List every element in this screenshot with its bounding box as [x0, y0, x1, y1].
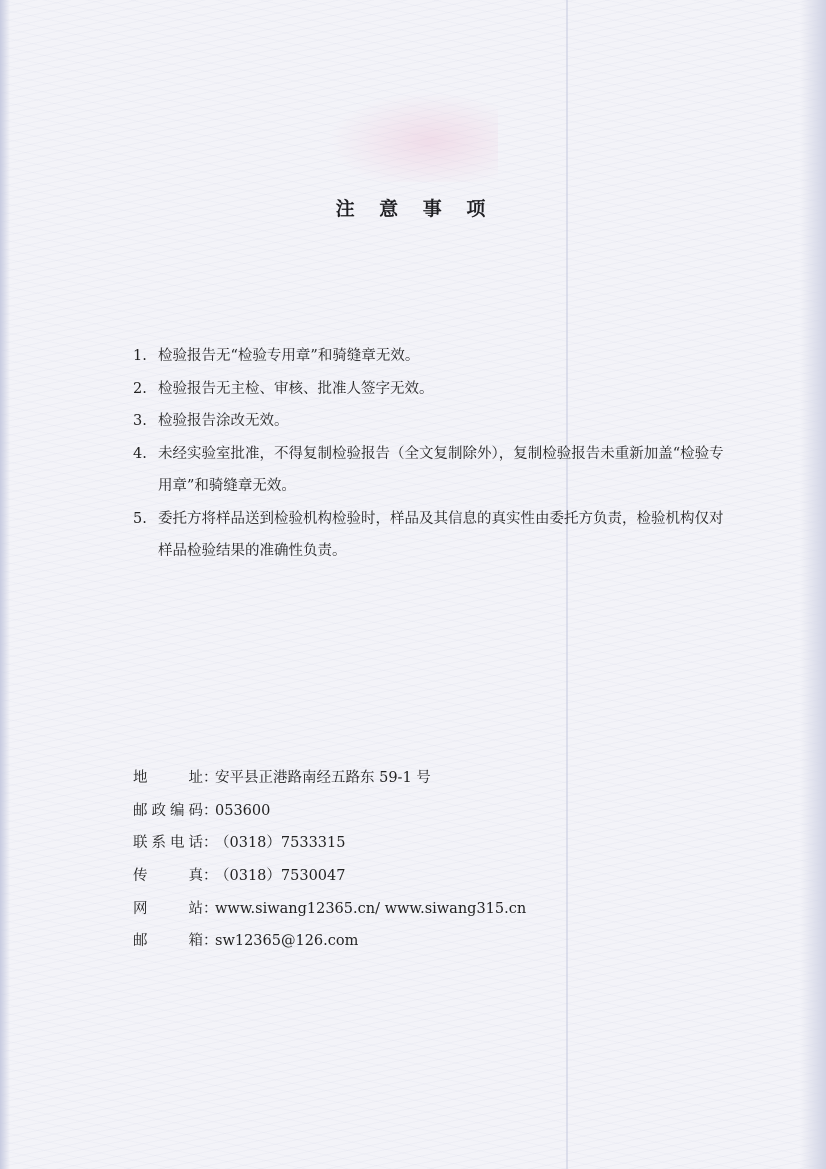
- note-number: 5.: [133, 510, 147, 527]
- contact-label: 邮箱: [133, 933, 203, 950]
- postcode-value: 053600: [215, 802, 271, 819]
- phone-value: （0318）7533315: [215, 835, 346, 852]
- contact-label: 邮政编码: [133, 802, 203, 819]
- note-text: 检验报告无主检、审核、批准人签字无效。: [158, 380, 434, 397]
- note-text: 检验报告涂改无效。: [158, 413, 289, 429]
- page-title: 注 意 事 项: [335, 198, 495, 220]
- note-item-4: [133, 438, 733, 503]
- contact-fax: 传真：（0318）7530047: [133, 860, 653, 893]
- contact-email: 邮箱：sw12365@126.com: [133, 925, 653, 958]
- contact-postcode: 邮政编码：053600: [133, 795, 653, 828]
- note-item-3: [133, 405, 733, 438]
- note-item-5: [133, 503, 733, 568]
- website-value: www.siwang12365.cn/ www.siwang315.cn: [215, 900, 527, 917]
- contact-info: [133, 762, 653, 958]
- note-text: 检验报告无“检验专用章”和骑缝章无效。: [158, 348, 420, 364]
- contact-website: 网站：www.siwang12365.cn/ www.siwang315.cn: [133, 893, 653, 926]
- contact-label: 传真: [133, 868, 203, 885]
- page-fold-line: [566, 0, 568, 1169]
- page-edge-shadow-right: [800, 0, 826, 1169]
- email-value: sw12365@126.com: [215, 933, 359, 950]
- note-number: 3.: [133, 413, 147, 429]
- note-number: 2.: [133, 380, 147, 397]
- address-value: 安平县正港路南经五路东 59-1 号: [215, 770, 431, 786]
- page-edge-shadow-left: [0, 0, 10, 1169]
- notes-list: [133, 340, 733, 568]
- contact-label: 联系电话: [133, 835, 203, 852]
- contact-phone: 联系电话：（0318）7533315: [133, 827, 653, 860]
- note-number: 1.: [133, 348, 147, 364]
- note-text: 委托方将样品送到检验机构检验时，样品及其信息的真实性由委托方负责，检验机构仅对样品检验结果的准确性负责。: [158, 510, 724, 559]
- contact-address: 地址：安平县正港路南经五路东 59-1 号: [133, 762, 653, 795]
- contact-label: 地址: [133, 770, 203, 786]
- contact-label: 网站: [133, 900, 203, 917]
- note-item-1: [133, 340, 733, 373]
- faint-stamp-mark: [328, 92, 498, 182]
- note-text: 未经实验室批准，不得复制检验报告（全文复制除外），复制检验报告未重新加盖“检验专用章”和骑缝章无效。: [158, 445, 724, 494]
- fax-value: （0318）7530047: [215, 868, 346, 885]
- note-number: 4.: [133, 445, 147, 462]
- note-item-2: [133, 373, 733, 406]
